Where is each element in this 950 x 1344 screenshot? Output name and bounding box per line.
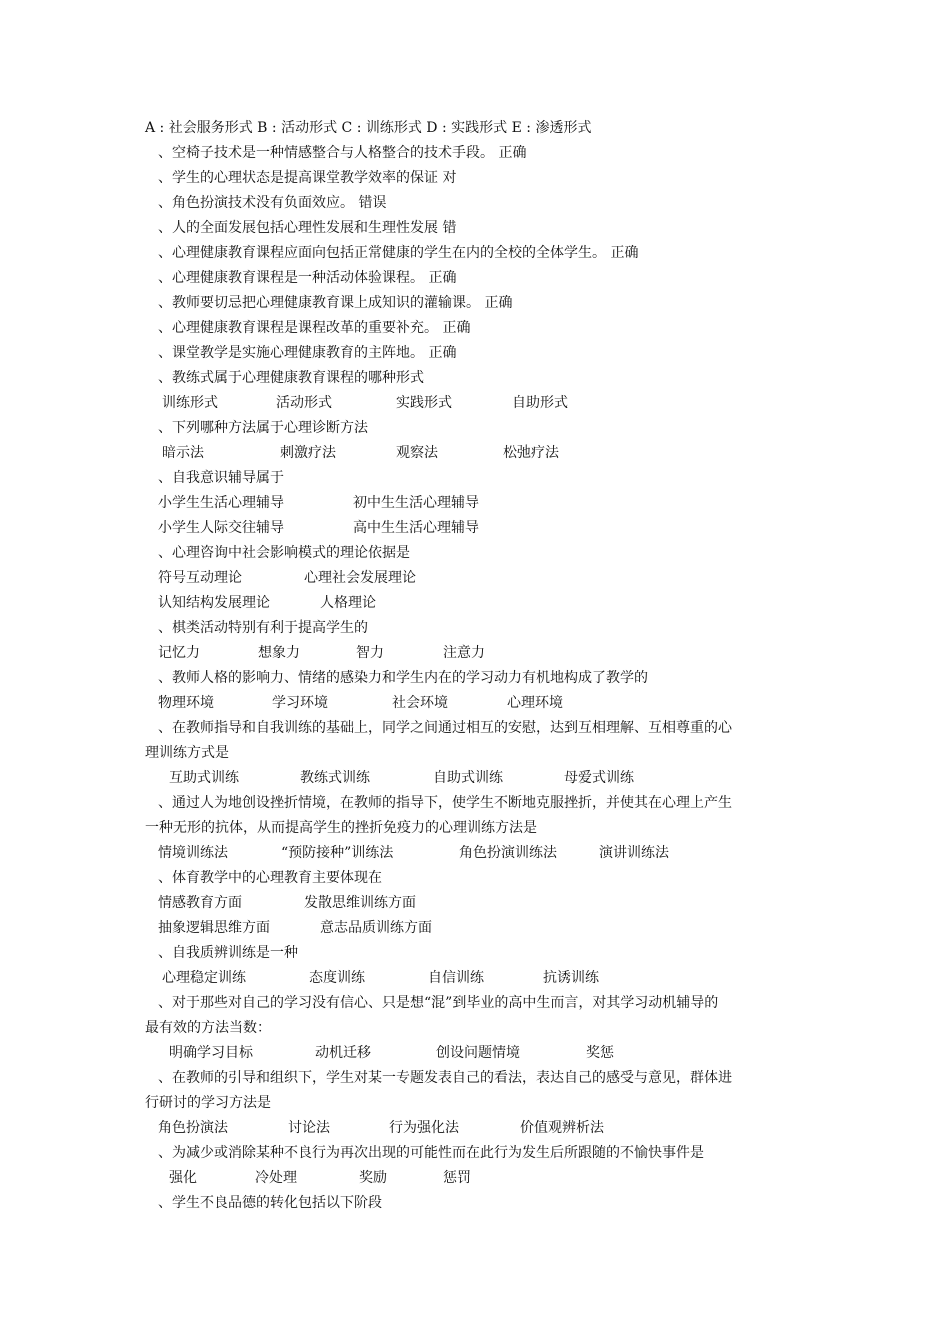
text-line: 行研讨的学习方法是: [145, 1095, 271, 1111]
answer-option: 暗示法: [162, 445, 204, 461]
answer-option: 学习环境: [272, 695, 328, 711]
text-line: A : 社会服务形式 B : 活动形式 C : 训练形式 D : 实践形式 E : 渗透形式: [145, 120, 592, 136]
text-line: 、心理健康教育课程应面向包括正常健康的学生在内的全校的全体学生。 正确: [158, 245, 639, 261]
answer-option: 角色扮演训练法: [459, 845, 557, 861]
text-line: 、教师人格的影响力、情绪的感染力和学生内在的学习动力有机地构成了教学的: [158, 670, 648, 686]
text-line: 、自我意识辅导属于: [158, 470, 284, 486]
text-line: 一种无形的抗体，从而提高学生的挫折免疫力的心理训练方法是: [145, 820, 537, 836]
text-line: 、在教师指导和自我训练的基础上，同学之间通过相互的安慰，达到互相理解、互相尊重的心: [158, 720, 732, 736]
text-line: 、心理咨询中社会影响模式的理论依据是: [158, 545, 410, 561]
answer-option: 创设问题情境: [436, 1045, 520, 1061]
text-line: 、心理健康教育课程是一种活动体验课程。 正确: [158, 270, 457, 286]
text-line: 、棋类活动特别有利于提高学生的: [158, 620, 368, 636]
text-line: 、人的全面发展包括心理性发展和生理性发展 错: [158, 220, 457, 236]
text-line: 、下列哪种方法属于心理诊断方法: [158, 420, 368, 436]
answer-option: 小学生人际交往辅导: [158, 520, 284, 536]
answer-option: 心理环境: [507, 695, 563, 711]
text-line: 、心理健康教育课程是课程改革的重要补充。 正确: [158, 320, 471, 336]
answer-option: 情感教育方面: [158, 895, 242, 911]
answer-option: 记忆力: [158, 645, 200, 661]
answer-option: 自助形式: [512, 395, 568, 411]
text-line: 、通过人为地创设挫折情境，在教师的指导下，使学生不断地克服挫折，并使其在心理上产生: [158, 795, 732, 811]
answer-option: 冷处理: [255, 1170, 297, 1186]
answer-option: 强化: [169, 1170, 197, 1186]
answer-option: 观察法: [396, 445, 438, 461]
answer-option: 智力: [356, 645, 384, 661]
answer-option: 讨论法: [288, 1120, 330, 1136]
answer-option: 抗诱训练: [543, 970, 599, 986]
text-line: 、学生不良品德的转化包括以下阶段: [158, 1195, 382, 1211]
answer-option: 活动形式: [276, 395, 332, 411]
answer-option: 态度训练: [309, 970, 365, 986]
answer-option: 互助式训练: [169, 770, 239, 786]
answer-option: 奖惩: [586, 1045, 614, 1061]
text-line: 理训练方式是: [145, 745, 229, 761]
answer-option: 价值观辨析法: [520, 1120, 604, 1136]
answer-option: 社会环境: [392, 695, 448, 711]
answer-option: 角色扮演法: [158, 1120, 228, 1136]
answer-option: 自助式训练: [433, 770, 503, 786]
text-line: 、教师要切忌把心理健康教育课上成知识的灌输课。 正确: [158, 295, 513, 311]
answer-option: 符号互动理论: [158, 570, 242, 586]
answer-option: 人格理论: [320, 595, 376, 611]
answer-option: 刺激疗法: [280, 445, 336, 461]
answer-option: 母爱式训练: [564, 770, 634, 786]
answer-option: 物理环境: [158, 695, 214, 711]
answer-option: 初中生生活心理辅导: [353, 495, 479, 511]
text-line: 、空椅子技术是一种情感整合与人格整合的技术手段。 正确: [158, 145, 527, 161]
answer-option: 奖励: [359, 1170, 387, 1186]
text-line: 、体育教学中的心理教育主要体现在: [158, 870, 382, 886]
answer-option: 认知结构发展理论: [158, 595, 270, 611]
answer-option: 演讲训练法: [599, 845, 669, 861]
answer-option: 行为强化法: [389, 1120, 459, 1136]
text-line: 、课堂教学是实施心理健康教育的主阵地。 正确: [158, 345, 457, 361]
answer-option: 自信训练: [428, 970, 484, 986]
answer-option: 松弛疗法: [503, 445, 559, 461]
answer-option: 心理稳定训练: [162, 970, 246, 986]
text-line: 最有效的方法当数：: [145, 1020, 271, 1036]
answer-option: 惩罚: [443, 1170, 471, 1186]
answer-option: 意志品质训练方面: [320, 920, 432, 936]
answer-option: 高中生生活心理辅导: [353, 520, 479, 536]
text-line: 、学生的心理状态是提高课堂教学效率的保证 对: [158, 170, 457, 186]
answer-option: “预防接种”训练法: [281, 845, 394, 861]
answer-option: 动机迁移: [315, 1045, 371, 1061]
answer-option: 心理社会发展理论: [304, 570, 416, 586]
text-line: 、自我质辨训练是一种: [158, 945, 298, 961]
answer-option: 实践形式: [396, 395, 452, 411]
text-line: 、为减少或消除某种不良行为再次出现的可能性而在此行为发生后所跟随的不愉快事件是: [158, 1145, 704, 1161]
text-line: 、对于那些对自己的学习没有信心、只是想“混”到毕业的高中生而言，对其学习动机辅导的: [158, 995, 719, 1011]
answer-option: 发散思维训练方面: [304, 895, 416, 911]
text-line: 、教练式属于心理健康教育课程的哪种形式: [158, 370, 424, 386]
answer-option: 明确学习目标: [169, 1045, 253, 1061]
answer-option: 注意力: [443, 645, 485, 661]
text-line: 、角色扮演技术没有负面效应。 错误: [158, 195, 387, 211]
text-line: 、在教师的引导和组织下，学生对某一专题发表自己的看法，表达自己的感受与意见，群体进: [158, 1070, 732, 1086]
answer-option: 小学生生活心理辅导: [158, 495, 284, 511]
answer-option: 想象力: [258, 645, 300, 661]
answer-option: 情境训练法: [158, 845, 228, 861]
answer-option: 教练式训练: [300, 770, 370, 786]
answer-option: 抽象逻辑思维方面: [158, 920, 270, 936]
answer-option: 训练形式: [162, 395, 218, 411]
